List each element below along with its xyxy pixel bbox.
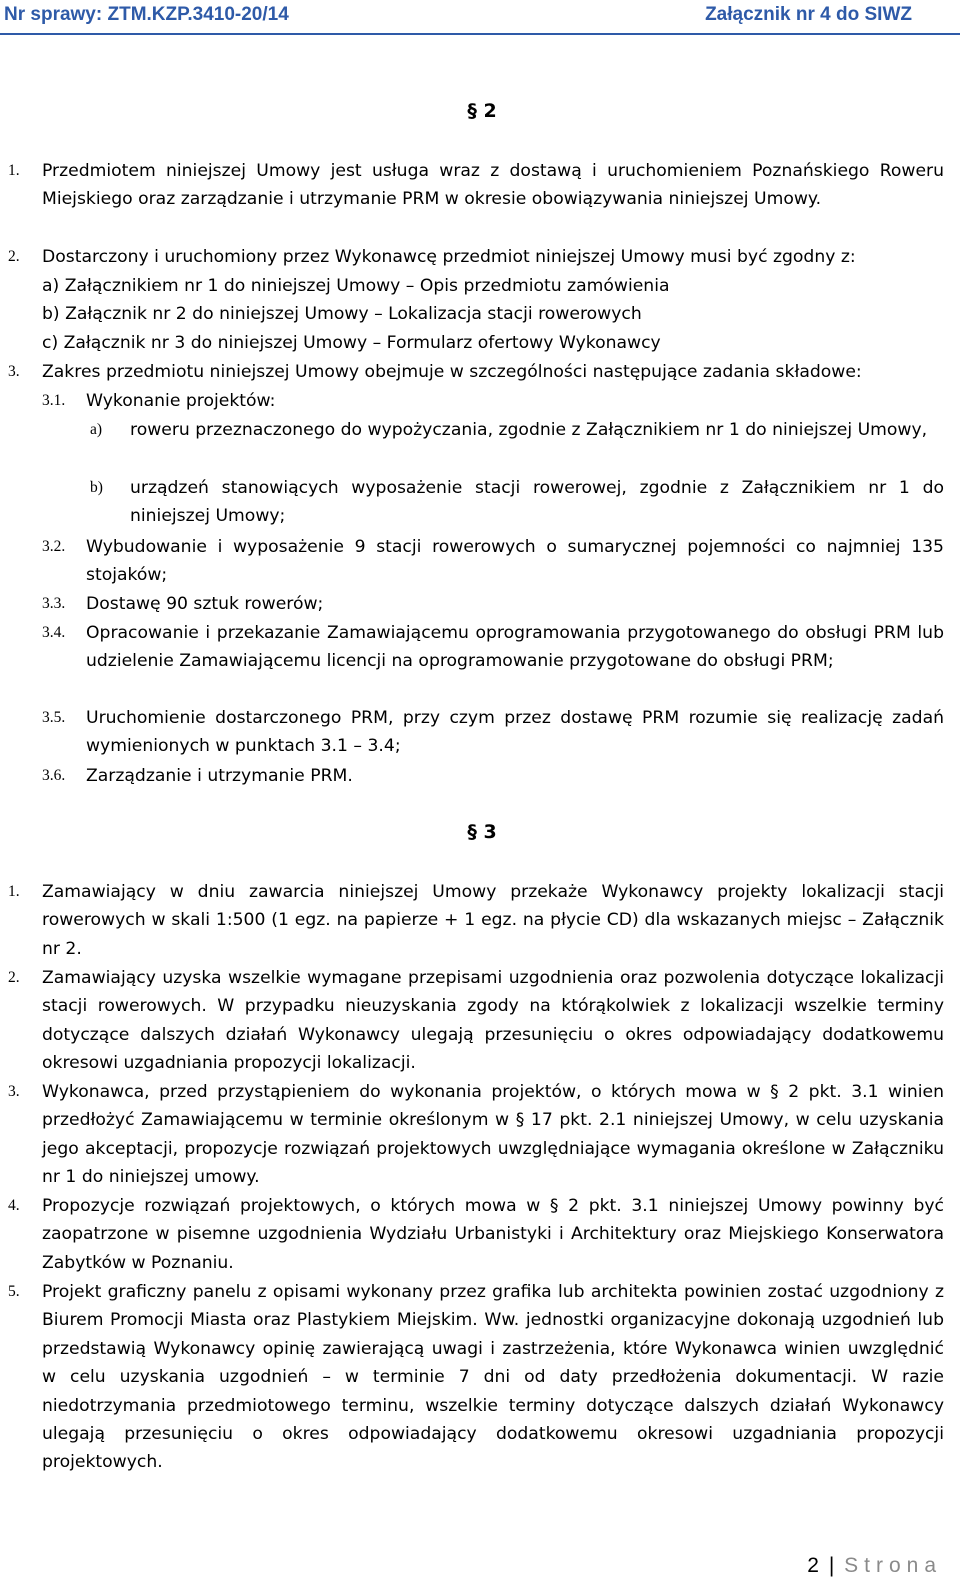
s2-p34-number: 3.4.	[42, 624, 66, 641]
s2-p1-number: 1.	[8, 162, 20, 179]
s2-p36-text: Zarządzanie i utrzymanie PRM.	[86, 766, 353, 786]
s2-p31a-text: roweru przeznaczonego do wypożyczania, zgodnie z Załącznikiem nr 1 do niniejszej Umowy,	[130, 420, 928, 440]
s3-p3-number: 3.	[8, 1083, 20, 1100]
s2-p3-number: 3.	[8, 363, 20, 380]
page-number: 2	[807, 1554, 819, 1577]
s2-p2-text: Dostarczony i uruchomiony przez Wykonawcę przedmiot niniejszej Umowy musi być zgodny z:	[42, 247, 856, 267]
s2-p2-c: c) Załącznik nr 3 do niniejszej Umowy – Formularz ofertowy Wykonawcy	[42, 333, 661, 353]
s2-p36-number: 3.6.	[42, 767, 66, 784]
attachment-label: Załącznik nr 4 do SIWZ	[705, 4, 912, 25]
s2-p31-number: 3.1.	[42, 392, 66, 409]
section-3-heading: § 3	[467, 821, 497, 843]
s2-p31b-number: b)	[90, 479, 103, 496]
s3-p1-text: Zamawiający w dniu zawarcia niniejszej Umowy przekaże Wykonawcy projekty lokalizacji stacji rowerowych w skali 1:500 (1 egz. na papierze + 1 egz. na płycie CD) dla wskazanych miejsc – Załącznik nr 2.	[42, 882, 944, 959]
page-footer	[807, 1554, 942, 1578]
header-rule	[0, 33, 960, 35]
s2-p2-b: b) Załącznik nr 2 do niniejszej Umowy – Lokalizacja stacji rowerowych	[42, 304, 642, 324]
s3-p5-text: Projekt graficzny panelu z opisami wykonany przez grafika lub architekta powinien zostać uzgodniony z Biurem Promocji Miasta oraz Plastykiem Miejskim. Ww. jednostki organizacyjne dokonają uzgodnień lub przedstawią Wykonawcy opinię zawierającą uwagi i zastrzeżenia, które Wykonawca winien uwzględnić w celu uzyskania uzgodnień – w terminie 7 dni od daty przedłożenia dokumentacji. W razie niedotrzymania przedmiotowego terminu, wszelkie terminy dotyczące dalszych działań Wykonawcy ulegają przesunięciu o okres odpowiadający dodatkowemu okresowi uzgadniania propozycji projektowych.	[42, 1282, 944, 1473]
s2-p32-text: Wybudowanie i wyposażenie 9 stacji rowerowych o sumarycznej pojemności co najmniej 135 stojaków;	[86, 537, 944, 586]
s3-p1-number: 1.	[8, 883, 20, 900]
s2-p35-number: 3.5.	[42, 709, 66, 726]
page-label: Strona	[844, 1554, 942, 1577]
s2-p33-text: Dostawę 90 sztuk rowerów;	[86, 594, 324, 614]
s2-p35-text: Uruchomienie dostarczonego PRM, przy czym przez dostawę PRM rozumie się realizację zadań wymienionych w punktach 3.1 – 3.4;	[86, 708, 944, 757]
s2-p2-a: a) Załącznikiem nr 1 do niniejszej Umowy – Opis przedmiotu zamówienia	[42, 276, 670, 296]
s2-p3-text: Zakres przedmiotu niniejszej Umowy obejmuje w szczególności następujące zadania składowe:	[42, 362, 862, 382]
s2-p32-number: 3.2.	[42, 538, 66, 555]
s3-p5-number: 5.	[8, 1283, 20, 1300]
s2-p31b-text: urządzeń stanowiących wyposażenie stacji rowerowej, zgodnie z Załącznikiem nr 1 do niniejszej Umowy;	[130, 478, 944, 527]
s3-p3-text: Wykonawca, przed przystąpieniem do wykonania projektów, o których mowa w § 2 pkt. 3.1 winien przedłożyć Zamawiającemu w terminie określonym w § 17 pkt. 2.1 niniejszej Umowy, w celu uzyskania jego akceptacji, propozycje rozwiązań projektowych uwzględniające wymagania określone w Załączniku nr 1 do niniejszej umowy.	[42, 1082, 944, 1188]
s2-p1-text: Przedmiotem niniejszej Umowy jest usługa wraz z dostawą i uruchomieniem Poznańskiego Roweru Miejskiego oraz zarządzanie i utrzymanie PRM w okresie obowiązywania niniejszej Umowy.	[42, 161, 944, 210]
s3-p2-number: 2.	[8, 969, 20, 986]
case-number: Nr sprawy: ZTM.KZP.3410-20/14	[4, 4, 289, 25]
s2-p33-number: 3.3.	[42, 595, 66, 612]
s3-p2-text: Zamawiający uzyska wszelkie wymagane przepisami uzgodnienia oraz pozwolenia dotyczące lokalizacji stacji rowerowych. W przypadku nieuzyskania zgody na którąkolwiek z lokalizacji wszelkie terminy dotyczące dalszych działań Wykonawcy ulegają przesunięciu o okres odpowiadający dodatkowemu okresowi uzgadniania propozycji lokalizacji.	[42, 968, 944, 1074]
s3-p4-text: Propozycje rozwiązań projektowych, o których mowa w § 2 pkt. 3.1 niniejszej Umowy powinny być zaopatrzone w pisemne uzgodnienia Wydziału Urbanistyki i Architektury oraz Miejskiego Konserwatora Zabytków w Poznaniu.	[42, 1196, 944, 1273]
s3-p4-number: 4.	[8, 1197, 20, 1214]
section-2-heading: § 2	[467, 100, 497, 122]
s2-p34-text: Opracowanie i przekazanie Zamawiającemu oprogramowania przygotowanego do obsługi PRM lub udzielenie Zamawiającemu licencji na oprogramowanie przygotowane do obsługi PRM;	[86, 623, 944, 672]
s2-p2-number: 2.	[8, 248, 20, 265]
s2-p31-text: Wykonanie projektów:	[86, 391, 276, 411]
s2-p31a-number: a)	[90, 421, 103, 438]
footer-separator: |	[828, 1554, 835, 1577]
page-header	[0, 2, 960, 34]
